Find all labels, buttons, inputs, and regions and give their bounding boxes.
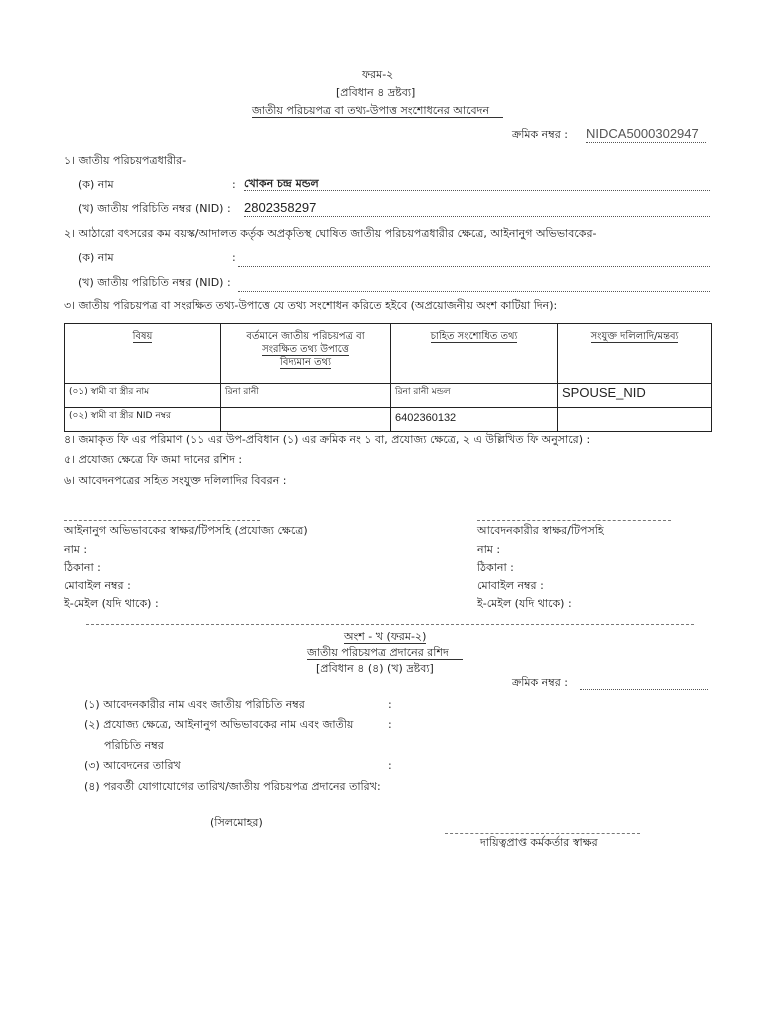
serial-label: ক্রমিক নম্বর : bbox=[512, 128, 568, 141]
row-desired: রিনা রানী মন্ডল bbox=[391, 384, 558, 408]
guardian-signature-line bbox=[64, 520, 260, 521]
table-row bbox=[65, 384, 712, 408]
row-subject: (০১) স্বামী বা স্ত্রীর নাম bbox=[65, 384, 221, 408]
col-header-subject: বিষয় bbox=[65, 324, 221, 384]
row-docs bbox=[558, 408, 712, 432]
col-header-desired: চাহিত সংশোধিত তথ্য bbox=[391, 324, 558, 384]
holder-nid-label: (খ) জাতীয় পরিচিতি নম্বর (NID) : bbox=[78, 202, 231, 215]
col-header-existing: বর্তমানে জাতীয় পরিচয়পত্র বা সংরক্ষিত তথ্য উপাত্তে বিদ্যমান তথ্য bbox=[221, 324, 391, 384]
guardian-name-field bbox=[238, 254, 710, 267]
applicant-email: ই-মেইল (যদি থাকে) : bbox=[477, 597, 572, 610]
section3-heading: ৩। জাতীয় পরিচয়পত্র বা সংরক্ষিত তথ্য-উপাত্তে যে তথ্য সংশোধন করিতে হইবে (অপ্রয়োজনীয় অংশ কাটিয়া দিন): bbox=[64, 299, 558, 312]
guardian-signature-title: আইনানুগ অভিভাবকের স্বাক্ষর/টিপসহি (প্রযোজ্য ক্ষেত্রে) bbox=[64, 524, 308, 537]
colon: : bbox=[388, 759, 392, 772]
row-existing: রিনা রানী bbox=[221, 384, 391, 408]
row-docs: SPOUSE_NID bbox=[558, 384, 712, 408]
row-subject: (০২) স্বামী বা স্ত্রীর NID নম্বর bbox=[65, 408, 221, 432]
receipt-part-title: অংশ - খ (ফরম-২) bbox=[344, 630, 427, 643]
receipt-item-1: (১) আবেদনকারীর নাম এবং জাতীয় পরিচিতি নম্বর bbox=[84, 698, 305, 711]
receipt-title: জাতীয় পরিচয়পত্র প্রদানের রশিদ bbox=[307, 646, 463, 660]
col-header-docs: সংযুক্ত দলিলাদি/মন্তব্য bbox=[558, 324, 712, 384]
section2-heading: ২। আঠারো বৎসরের কম বয়স্ক/আদালত কর্তৃক অপ্রকৃতিস্থ ঘোষিত জাতীয় পরিচয়পত্রধারীর ক্ষেত্রে, আইনানুগ অভিভাবকের- bbox=[64, 227, 597, 240]
section4-text: ৪। জমাকৃত ফি এর পরিমাণ (১১ এর উপ-প্রবিধান (১) এর ক্রমিক নং ১ বা, প্রযোজ্য ক্ষেত্রে, ২ এ উল্লিখিত ফি অনুসারে) : bbox=[64, 433, 591, 446]
guardian-nid-field bbox=[238, 279, 710, 292]
applicant-mobile: মোবাইল নম্বর : bbox=[477, 579, 544, 592]
receipt-rule-reference: [প্রবিধান ৪ (৪) (খ) দ্রষ্টব্য] bbox=[316, 662, 434, 675]
receipt-serial-field bbox=[580, 678, 708, 690]
officer-signature-label: দায়িত্বপ্রাপ্ত কর্মকর্তার স্বাক্ষর bbox=[480, 836, 598, 849]
holder-nid-value: 2802358297 bbox=[244, 200, 710, 217]
receipt-item-4: (৪) পরবর্তী যোগাযোগের তারিখ/জাতীয় পরিচয়পত্র প্রদানের তারিখ: bbox=[84, 780, 381, 793]
page-title: জাতীয় পরিচয়পত্র বা তথ্য-উপাত্ত সংশোধনের আবেদন bbox=[252, 104, 503, 118]
colon: : bbox=[388, 718, 392, 731]
seal-label: (সিলমোহর) bbox=[210, 816, 263, 829]
receipt-item-3: (৩) আবেদনের তারিখ bbox=[84, 759, 181, 772]
cut-line bbox=[86, 624, 694, 625]
colon: : bbox=[232, 251, 236, 264]
rule-reference: [প্রবিধান ৪ দ্রষ্টব্য] bbox=[336, 86, 416, 99]
guardian-nid-label: (খ) জাতীয় পরিচিতি নম্বর (NID) : bbox=[78, 276, 231, 289]
applicant-address: ঠিকানা : bbox=[477, 561, 514, 574]
receipt-item-2-cont: পরিচিতি নম্বর bbox=[104, 739, 164, 752]
colon: : bbox=[388, 698, 392, 711]
holder-name-label: (ক) নাম bbox=[78, 178, 114, 191]
applicant-signature-line bbox=[477, 520, 671, 521]
receipt-item-2: (২) প্রযোজ্য ক্ষেত্রে, আইনানুগ অভিভাবকের নাম এবং জাতীয় bbox=[84, 718, 354, 731]
officer-signature-line bbox=[445, 833, 640, 834]
guardian-email: ই-মেইল (যদি থাকে) : bbox=[64, 597, 159, 610]
guardian-name-label: (ক) নাম bbox=[78, 251, 114, 264]
guardian-name: নাম : bbox=[64, 543, 88, 556]
table-row bbox=[65, 408, 712, 432]
applicant-signature-title: আবেদনকারীর স্বাক্ষর/টিপসহি bbox=[477, 524, 604, 537]
section5-text: ৫। প্রযোজ্য ক্ষেত্রে ফি জমা দানের রশিদ : bbox=[64, 453, 243, 466]
receipt-serial-label: ক্রমিক নম্বর : bbox=[512, 676, 568, 689]
guardian-address: ঠিকানা : bbox=[64, 561, 101, 574]
guardian-mobile: মোবাইল নম্বর : bbox=[64, 579, 131, 592]
row-existing bbox=[221, 408, 391, 432]
holder-name-value: খোকন চন্দ্র মন্ডল bbox=[244, 177, 710, 191]
colon: : bbox=[232, 178, 236, 191]
correction-table bbox=[64, 323, 712, 432]
applicant-name: নাম : bbox=[477, 543, 501, 556]
section6-text: ৬। আবেদনপত্রের সহিত সংযুক্ত দলিলাদির বিবরন : bbox=[64, 474, 287, 487]
form-number: ফরম-২ bbox=[362, 68, 394, 81]
section1-heading: ১। জাতীয় পরিচয়পত্রধারীর- bbox=[64, 154, 187, 167]
row-desired: 6402360132 bbox=[391, 408, 558, 432]
serial-number: NIDCA5000302947 bbox=[586, 126, 706, 143]
